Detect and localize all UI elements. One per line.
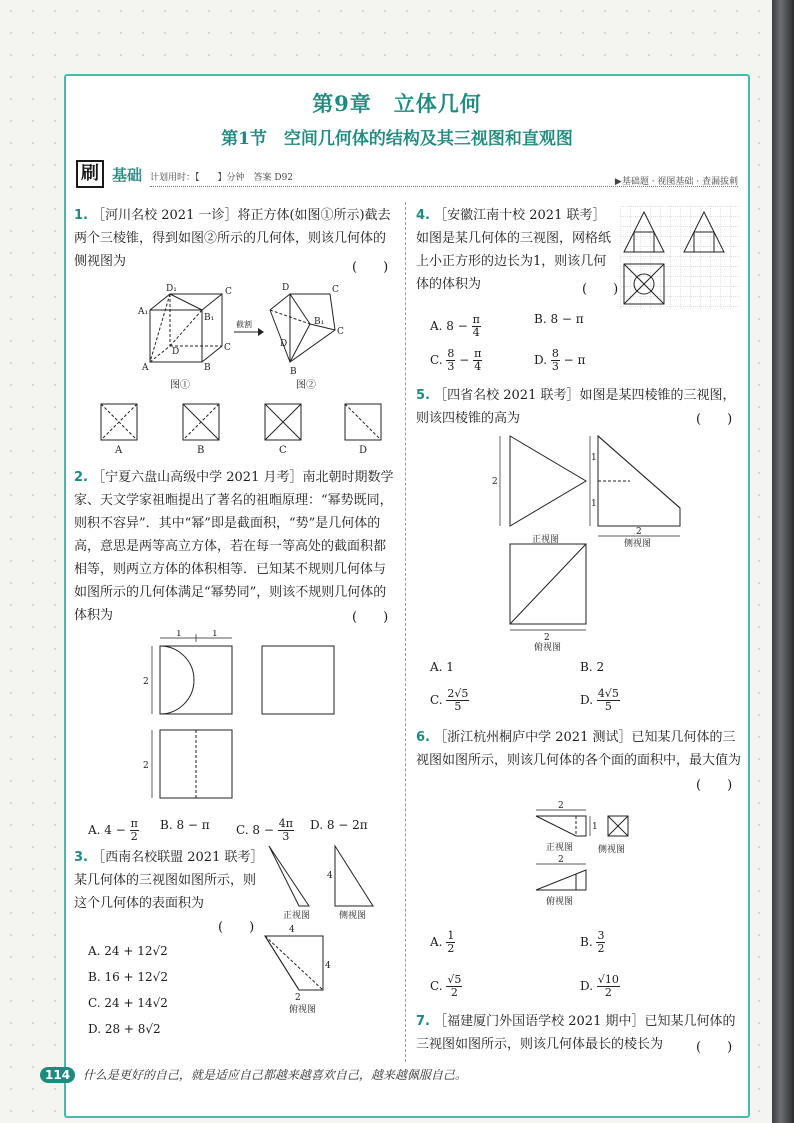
question-text: ［宁夏六盘山高级中学 2021 月考］南北朝时期数学家、天文学家祖暅提出了著名的祖暅原理：“幂势既同，则积不容异”．其中“幂”即是截面积，“势”是几何体的高，意思是两等高立方体，若在每一等高处的截面积都相等，则两立方体的体积相等．已知某不规则几何体与如图所示的几何体满足“幂势同”，则该不规则几何体的体积为 <box>74 470 394 623</box>
svg-text:2: 2 <box>544 633 550 643</box>
answer-blank[interactable]: ( ) <box>582 282 619 297</box>
svg-text:A: A <box>142 363 149 373</box>
arc <box>160 646 194 714</box>
question-number: 2. <box>74 470 88 485</box>
side-view <box>262 646 334 714</box>
q5-option-a[interactable]: A. 1 <box>430 660 454 674</box>
front-view <box>269 846 309 906</box>
svg-text:A₁: A₁ <box>138 307 149 317</box>
q3-figure <box>255 840 395 1020</box>
q5-option-b[interactable]: B. 2 <box>580 660 605 674</box>
question-text: ［河川名校 2021 一诊］将正方体(如图①所示)截去两个三棱锥，得到如图②所示的几何体，则该几何体的侧视图为 <box>74 208 391 269</box>
front-view <box>160 646 232 714</box>
brand-label: 基础 <box>112 166 143 184</box>
svg-text:侧视图: 侧视图 <box>624 539 652 549</box>
svg-text:1: 1 <box>176 630 182 639</box>
q3-option-b[interactable]: B. 16 + 12√2 <box>88 970 168 984</box>
option-a-label: A <box>115 445 123 455</box>
option-d-label: D <box>359 445 368 455</box>
q2-option-b[interactable]: B. 8 − π <box>160 818 210 832</box>
svg-text:1: 1 <box>212 630 218 639</box>
question-6 <box>416 726 742 772</box>
svg-text:1: 1 <box>592 822 598 832</box>
question-number: 4. <box>416 208 430 223</box>
footer-motto: 什么是更好的自己，就是适应自己都越来越喜欢自己，越来越佩服自己。 <box>82 1068 467 1082</box>
arrow-label: 截割 <box>236 320 252 329</box>
q2-figure <box>140 630 340 810</box>
front-view <box>536 816 586 836</box>
q4-option-a[interactable]: A. 8 − $\frac{\pi}{4}$ <box>430 313 480 339</box>
answer-blank[interactable]: ( ) <box>218 920 255 935</box>
q3-option-a[interactable]: A. 24 + 12√2 <box>88 944 168 958</box>
svg-text:侧视图: 侧视图 <box>339 911 367 921</box>
q6-option-c[interactable]: C. $\frac{√5}{2}$ <box>430 973 462 999</box>
svg-text:D₁: D₁ <box>166 284 177 294</box>
question-text: ［西南名校联盟 2021 联考］某几何体的三视图如图所示，则这个几何体的表面积为 <box>74 850 264 911</box>
side-view <box>335 846 373 906</box>
q6-option-b[interactable]: B. $\frac{3}{2}$ <box>580 929 605 955</box>
brand-mark: 刷 <box>76 160 104 188</box>
chapter-title: 第9章 立体几何 <box>312 91 482 116</box>
svg-text:4: 4 <box>289 925 295 935</box>
q4-option-b[interactable]: B. 8 − π <box>534 312 584 326</box>
svg-text:1: 1 <box>591 499 597 509</box>
q1-options <box>95 400 385 455</box>
svg-text:2: 2 <box>492 477 498 487</box>
q2-option-c[interactable]: C. 8 − $\frac{4\pi}{3}$ <box>236 817 293 843</box>
q4-figure <box>620 206 740 310</box>
plan-time: 计划用时：【 】分钟 答案 D92 <box>150 173 294 183</box>
cube-diagram <box>150 294 222 362</box>
svg-text:D: D <box>282 283 290 293</box>
option-b-figure <box>183 404 219 440</box>
svg-text:D: D <box>280 339 288 349</box>
svg-text:1: 1 <box>591 453 597 463</box>
fig1-caption: 图① <box>170 380 190 391</box>
bar-divider <box>150 186 738 187</box>
svg-text:2: 2 <box>558 801 564 811</box>
question-number: 5. <box>416 388 430 403</box>
svg-text:4: 4 <box>327 871 333 881</box>
question-7 <box>416 1010 742 1056</box>
svg-text:2: 2 <box>143 677 149 687</box>
option-d-figure <box>345 404 381 440</box>
q1-figure <box>130 280 360 392</box>
q6-figure <box>526 800 666 912</box>
q5-option-d[interactable]: D. $\frac{4√5}{5}$ <box>580 687 619 713</box>
front-view <box>510 436 586 526</box>
q5-figure <box>490 430 700 652</box>
page-footer <box>40 1066 467 1083</box>
page-number: 114 <box>40 1067 75 1083</box>
q3-option-d[interactable]: D. 28 + 8√2 <box>88 1022 161 1036</box>
q6-option-a[interactable]: A. $\frac{1}{2}$ <box>430 929 455 955</box>
svg-text:俯视图: 俯视图 <box>546 897 574 907</box>
question-2 <box>74 466 396 627</box>
q2-option-a[interactable]: A. 4 − $\frac{\pi}{2}$ <box>88 817 138 843</box>
question-text: ［四省名校 2021 联考］如图是某四棱锥的三视图，则该四棱锥的高为 <box>416 388 736 426</box>
top-view <box>536 870 586 890</box>
svg-text:正视图: 正视图 <box>546 843 574 853</box>
question-number: 6. <box>416 730 430 745</box>
question-text: ［浙江杭州桐庐中学 2021 测试］已知某几何体的三视图如图所示，则该几何体的各个面的面积中，最大值为 <box>416 730 742 768</box>
option-b-label: B <box>197 445 205 455</box>
option-c-figure <box>265 404 301 440</box>
question-text: ［福建厦门外国语学校 2021 期中］已知某几何体的三视图如图所示，则该几何体最长的棱长为 <box>416 1014 736 1052</box>
q5-option-c[interactable]: C. $\frac{2√5}{5}$ <box>430 687 469 713</box>
svg-text:俯视图: 俯视图 <box>289 1005 317 1015</box>
svg-text:4: 4 <box>325 961 331 971</box>
svg-text:正视图: 正视图 <box>532 535 560 545</box>
svg-text:正视图: 正视图 <box>283 911 311 921</box>
svg-text:2: 2 <box>636 527 642 537</box>
svg-text:B: B <box>290 367 297 377</box>
q4-option-c[interactable]: C. $\frac{8}{3}$ − $\frac{\pi}{4}$ <box>430 347 482 373</box>
svg-text:C: C <box>224 343 231 353</box>
q4-option-d[interactable]: D. $\frac{8}{3}$ − π <box>534 347 586 373</box>
question-number: 3. <box>74 850 88 865</box>
cut-solid <box>270 294 335 362</box>
section-title: 第1节 空间几何体的结构及其三视图和直观图 <box>221 129 573 149</box>
svg-text:C: C <box>332 285 339 295</box>
book-edge <box>772 0 794 1123</box>
practice-bar <box>72 160 738 188</box>
q2-option-d[interactable]: D. 8 − 2π <box>310 818 368 832</box>
svg-text:B: B <box>204 363 211 373</box>
svg-text:2: 2 <box>558 855 564 865</box>
svg-text:C: C <box>225 287 232 297</box>
svg-text:2: 2 <box>295 993 301 1003</box>
svg-text:B₁: B₁ <box>204 313 215 323</box>
fig2-caption: 图② <box>296 380 316 391</box>
answer-blank[interactable]: ( ) <box>352 260 389 275</box>
answer-blank[interactable]: ( ) <box>352 610 389 625</box>
svg-text:俯视图: 俯视图 <box>534 643 562 652</box>
question-5 <box>416 384 736 430</box>
answer-blank[interactable]: ( ) <box>696 778 733 793</box>
svg-text:D: D <box>172 347 180 357</box>
svg-text:2: 2 <box>143 761 149 771</box>
question-number: 1. <box>74 208 88 223</box>
svg-text:B₁: B₁ <box>314 317 325 327</box>
answer-blank[interactable]: ( ) <box>696 1040 733 1055</box>
svg-text:C: C <box>337 327 344 337</box>
q6-option-d[interactable]: D. $\frac{√10}{2}$ <box>580 973 619 999</box>
option-c-label: C <box>279 445 287 455</box>
svg-text:侧视图: 侧视图 <box>598 845 626 855</box>
column-divider <box>405 202 406 1062</box>
question-3 <box>74 846 264 915</box>
q3-option-c[interactable]: C. 24 + 14√2 <box>88 996 168 1010</box>
question-text: ［安徽江南十校 2021 联考］如图是某几何体的三视图，网格纸上小正方形的边长为1，则该几何体的体积为 <box>416 208 612 292</box>
answer-blank[interactable]: ( ) <box>696 412 733 427</box>
bar-info: ▶基础题 · 视图基础 · 查漏拔刺 <box>614 177 738 187</box>
option-a-figure <box>101 404 137 440</box>
question-1 <box>74 204 394 273</box>
question-number: 7. <box>416 1014 430 1029</box>
